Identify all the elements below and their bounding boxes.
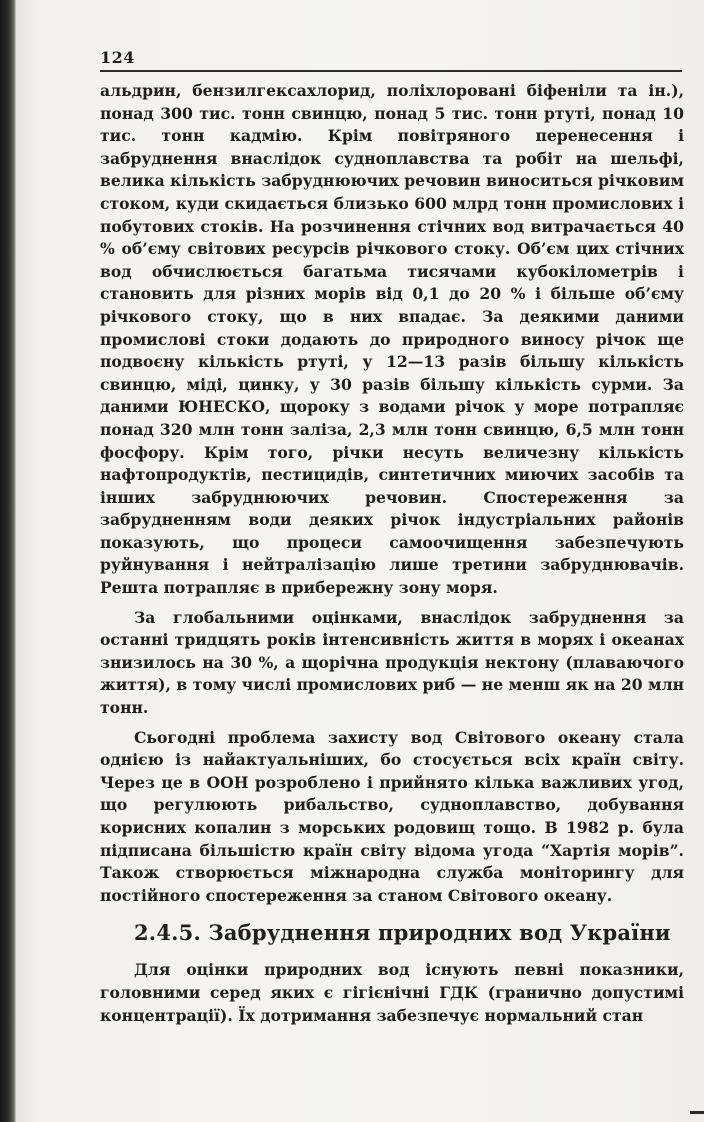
page-corner-mark <box>690 1111 704 1114</box>
paragraph-gap <box>100 600 684 607</box>
page-number: 124 <box>100 48 135 67</box>
paragraph-continued: альдрин, бензилгексахлорид, поліхлоровані біфеніли та ін.), понад 300 тис. тонн свинцю, понад 5 тис. тонн ртуті, понад 10 тис. тонн кадмію. Крім повітряного перенесення і забруднення внаслідок судноплавства та робіт на шельфі, велика кількість забруднюючих речовин виноситься річковим стоком, куди скидається близько 600 млрд тонн промислових і побутових стоків. На розчинення стічних вод витрачається 40 % об’єму світових ресурсів річкового стоку. Об’єм цих стічних вод обчислюється багатьма тисячами кубокілометрів і становить для різних морів від 0,1 до 20 % і більше об’єму річкового стоку, що в них впадає. За деякими даними промислові стоки додають до природного виносу річок ще подвоєну кількість ртуті, у 12—13 разів більшу кількість свинцю, міді, цинку, у 30 разів більшу кількість сурми. За даними ЮНЕСКО, щороку з водами річок у море потрапляє понад 320 млн тонн заліза, 2,3 млн тонн свинцю, 6,5 млн тонн фосфору. Крім того, річки несуть величезну кількість нафтопродуктів, пестицидів, синтетичних миючих засобів та інших забруднюючих речовин. Спостереження за забрудненням води деяких річок індустріальних районів показують, що процеси самоочищення забезпечують руйнування і нейтралізацію лише третини забруднювачів. Решта потрапляє в прибережну зону моря. <box>100 81 684 598</box>
paragraph-ocean-protection: Сьогодні проблема захисту вод Світового океану стала однією із найактуальніших, бо стосується всіх країн світу. Через це в ООН розроблено і прийнято кілька важливих угод, що регулюють рибальство, судноплавство, добування корисних копалин з морських родовищ тощо. В 1982 р. була підписана більшістю країн світу відома угода “Хартія морів”. Також створюється міжнародна служба моніторингу для постійного спостереження за станом Світового океану. <box>100 727 684 905</box>
paragraph-section-intro: Для оцінки природних вод існують певні показники, головними серед яких є гігієнічні ГДК (гранично допустимі концентрації). Їх дотримання забезпечує нормальний стан <box>100 960 684 1025</box>
body-text <box>100 80 684 1027</box>
book-spine-shadow <box>0 0 16 1122</box>
paragraph-gap <box>100 720 684 727</box>
section-heading: 2.4.5. Забруднення природних вод України <box>134 920 671 946</box>
paragraph-global-estimates: За глобальними оцінками, внаслідок забруднення за останні тридцять років інтенсивність життя в морях і океанах знизилось на 30 %, а щорічна продукція нектону (плаваючого життя), в тому числі промислових риб — не менш як на 20 млн тонн. <box>100 607 684 718</box>
header-rule <box>100 70 682 72</box>
